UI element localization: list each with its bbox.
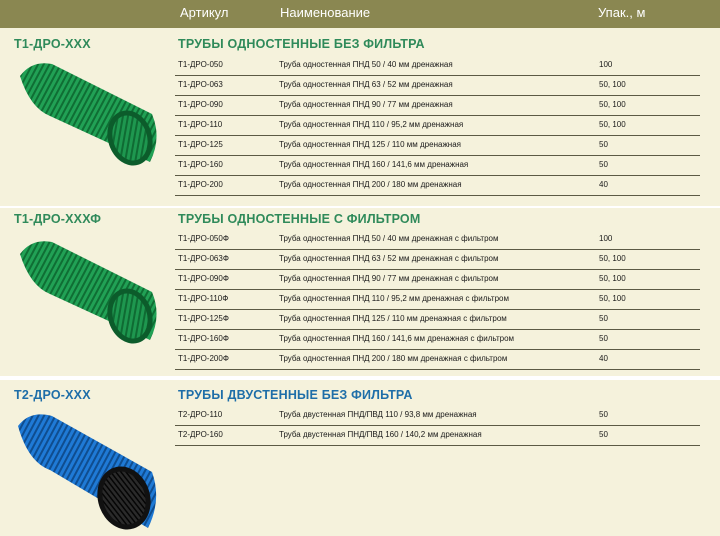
- table-header: [0, 0, 720, 28]
- table-row: Т1-ДРО-063 Труба одностенная ПНД 63 / 52 мм дренажная 50, 100: [175, 76, 700, 96]
- header-pack: Упак., м: [598, 5, 646, 20]
- table-row: Т1-ДРО-125 Труба одностенная ПНД 125 / 110 мм дренажная 50: [175, 136, 700, 156]
- pipe-green-image: [12, 58, 162, 170]
- table-row: Т1-ДРО-110Ф Труба одностенная ПНД 110 / 95,2 мм дренажная с фильтром 50, 100: [175, 290, 700, 310]
- header-name: Наименование: [280, 5, 371, 20]
- header-article: Артикул: [180, 5, 229, 20]
- pipe-blue-image: [12, 410, 162, 534]
- products-table: [175, 406, 700, 446]
- table-row: Т1-ДРО-090Ф Труба одностенная ПНД 90 / 77 мм дренажная с фильтром 50, 100: [175, 270, 700, 290]
- table-row: Т2-ДРО-110 Труба двустенная ПНД/ПВД 110 / 93,8 мм дренажная 50: [175, 406, 700, 426]
- table-row: Т1-ДРО-090 Труба одностенная ПНД 90 / 77 мм дренажная 50, 100: [175, 96, 700, 116]
- table-row: Т1-ДРО-050 Труба одностенная ПНД 50 / 40 мм дренажная 100: [175, 56, 700, 76]
- section-single-wall-no-filter: [0, 28, 720, 206]
- table-row: Т1-ДРО-160 Труба одностенная ПНД 160 / 141,6 мм дренажная 50: [175, 156, 700, 176]
- table-row: Т1-ДРО-110 Труба одностенная ПНД 110 / 95,2 мм дренажная 50, 100: [175, 116, 700, 136]
- section-code: Т2-ДРО-ХХХ: [14, 388, 91, 402]
- table-row: Т1-ДРО-200Ф Труба одностенная ПНД 200 / 180 мм дренажная с фильтром 40: [175, 350, 700, 370]
- section-single-wall-with-filter: [0, 208, 720, 376]
- products-table: [175, 230, 700, 370]
- table-row: Т1-ДРО-063Ф Труба одностенная ПНД 63 / 52 мм дренажная с фильтром 50, 100: [175, 250, 700, 270]
- section-double-wall-no-filter: [0, 380, 720, 536]
- table-row: Т1-ДРО-050Ф Труба одностенная ПНД 50 / 40 мм дренажная с фильтром 100: [175, 230, 700, 250]
- table-row: Т1-ДРО-200 Труба одностенная ПНД 200 / 180 мм дренажная 40: [175, 176, 700, 196]
- section-title: ТРУБЫ ОДНОСТЕННЫЕ С ФИЛЬТРОМ: [178, 212, 421, 226]
- table-row: Т1-ДРО-125Ф Труба одностенная ПНД 125 / 110 мм дренажная с фильтром 50: [175, 310, 700, 330]
- section-title: ТРУБЫ ОДНОСТЕННЫЕ БЕЗ ФИЛЬТРА: [178, 37, 425, 51]
- section-code: Т1-ДРО-ХХХ: [14, 37, 91, 51]
- pipe-green-filter-image: [12, 236, 162, 348]
- products-table: [175, 56, 700, 196]
- table-row: Т2-ДРО-160 Труба двустенная ПНД/ПВД 160 / 140,2 мм дренажная 50: [175, 426, 700, 446]
- table-row: Т1-ДРО-160Ф Труба одностенная ПНД 160 / 141,6 мм дренажная с фильтром 50: [175, 330, 700, 350]
- section-title: ТРУБЫ ДВУСТЕННЫЕ БЕЗ ФИЛЬТРА: [178, 388, 413, 402]
- section-code: Т1-ДРО-ХХХФ: [14, 212, 102, 226]
